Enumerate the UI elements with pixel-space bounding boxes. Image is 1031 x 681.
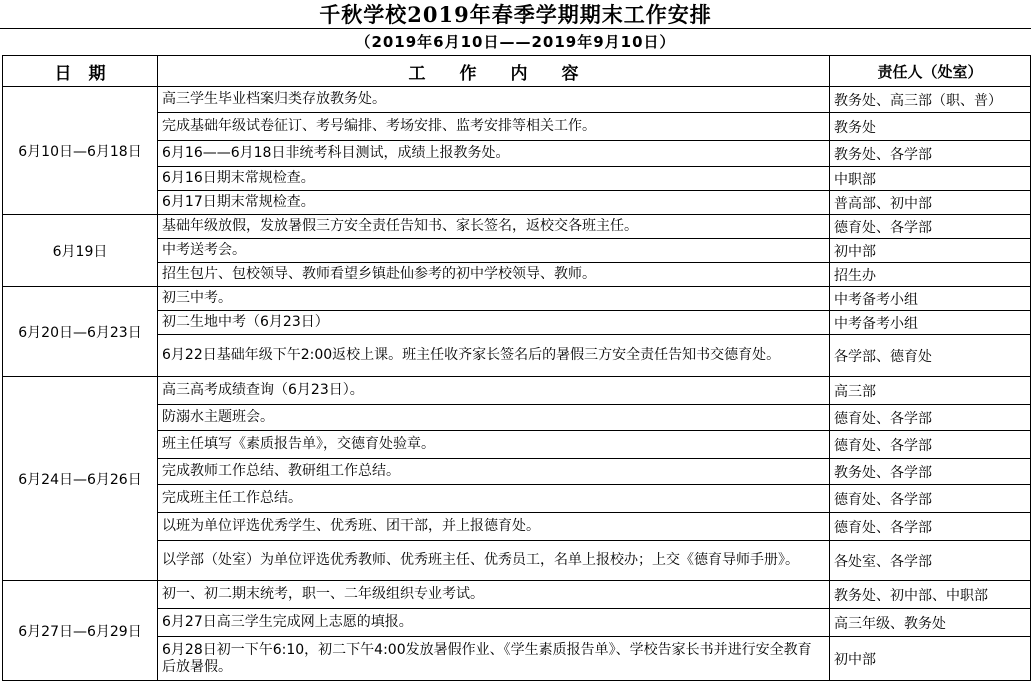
task-cell: 防溺水主题班会。 bbox=[158, 405, 830, 431]
responsible-cell: 德育处、各学部 bbox=[830, 431, 1031, 459]
table-row bbox=[3, 377, 1031, 405]
task-cell: 初一、初二期末统考，职一、二年级组织专业考试。 bbox=[158, 581, 830, 609]
table-row bbox=[3, 541, 1031, 581]
task-cell: 6月22日基础年级下午2:00返校上课。班主任收齐家长签名后的暑假三方安全责任告知书交德育处。 bbox=[158, 335, 830, 377]
date-cell: 6月27日—6月29日 bbox=[3, 581, 158, 681]
table-row bbox=[3, 87, 1031, 113]
task-cell: 高三高考成绩查询（6月23日）。 bbox=[158, 377, 830, 405]
date-cell: 6月19日 bbox=[3, 215, 158, 287]
responsible-cell: 中职部 bbox=[830, 167, 1031, 191]
header-row bbox=[3, 56, 1031, 87]
task-cell: 6月17日期末常规检查。 bbox=[158, 191, 830, 215]
date-cell: 6月10日—6月18日 bbox=[3, 87, 158, 215]
responsible-cell: 德育处、各学部 bbox=[830, 485, 1031, 513]
task-cell: 高三学生毕业档案归类存放教务处。 bbox=[158, 87, 830, 113]
header-date: 日 期 bbox=[3, 56, 158, 87]
task-cell: 完成基础年级试卷征订、考号编排、考场安排、监考安排等相关工作。 bbox=[158, 113, 830, 141]
task-cell: 以班为单位评选优秀学生、优秀班、团干部，并上报德育处。 bbox=[158, 513, 830, 541]
responsible-cell: 中考备考小组 bbox=[830, 287, 1031, 311]
task-cell: 6月16——6月18日非统考科目测试，成绩上报教务处。 bbox=[158, 141, 830, 167]
task-cell: 以学部（处室）为单位评选优秀教师、优秀班主任、优秀员工，名单上报校办；上交《德育导师手册》。 bbox=[158, 541, 830, 581]
task-cell: 6月28日初一下午6:10，初二下午4:00发放暑假作业、《学生素质报告单》、学校告家长书并进行安全教育后放暑假。 bbox=[158, 637, 830, 681]
table-row bbox=[3, 167, 1031, 191]
table-row bbox=[3, 335, 1031, 377]
responsible-cell: 德育处、各学部 bbox=[830, 513, 1031, 541]
responsible-cell: 教务处、各学部 bbox=[830, 141, 1031, 167]
responsible-cell: 招生办 bbox=[830, 263, 1031, 287]
responsible-cell: 各学部、德育处 bbox=[830, 335, 1031, 377]
responsible-cell: 初中部 bbox=[830, 637, 1031, 681]
responsible-cell: 中考备考小组 bbox=[830, 311, 1031, 335]
task-cell: 初三中考。 bbox=[158, 287, 830, 311]
responsible-cell: 教务处、高三部（职、普） bbox=[830, 87, 1031, 113]
table-row bbox=[3, 405, 1031, 431]
task-cell: 招生包片、包校领导、教师看望乡镇赴仙参考的初中学校领导、教师。 bbox=[158, 263, 830, 287]
table-row bbox=[3, 581, 1031, 609]
responsible-cell: 德育处、各学部 bbox=[830, 215, 1031, 239]
table-row bbox=[3, 311, 1031, 335]
task-cell: 初二生地中考（6月23日） bbox=[158, 311, 830, 335]
task-cell: 基础年级放假，发放暑假三方安全责任告知书、家长签名，返校交各班主任。 bbox=[158, 215, 830, 239]
responsible-cell: 普高部、初中部 bbox=[830, 191, 1031, 215]
table-row bbox=[3, 459, 1031, 485]
header-responsible: 责任人（处室） bbox=[830, 56, 1031, 87]
page-title: 千秋学校2019年春季学期期末工作安排 bbox=[0, 0, 1031, 29]
responsible-cell: 教务处、各学部 bbox=[830, 459, 1031, 485]
responsible-cell: 各处室、各学部 bbox=[830, 541, 1031, 581]
table-row bbox=[3, 215, 1031, 239]
table-row bbox=[3, 431, 1031, 459]
task-cell: 中考送考会。 bbox=[158, 239, 830, 263]
task-cell: 6月27日高三学生完成网上志愿的填报。 bbox=[158, 609, 830, 637]
date-cell: 6月20日—6月23日 bbox=[3, 287, 158, 377]
responsible-cell: 初中部 bbox=[830, 239, 1031, 263]
task-cell: 班主任填写《素质报告单》，交德育处验章。 bbox=[158, 431, 830, 459]
responsible-cell: 高三年级、教务处 bbox=[830, 609, 1031, 637]
schedule-table bbox=[2, 55, 1031, 681]
task-cell: 完成班主任工作总结。 bbox=[158, 485, 830, 513]
responsible-cell: 教务处 bbox=[830, 113, 1031, 141]
responsible-cell: 高三部 bbox=[830, 377, 1031, 405]
responsible-cell: 德育处、各学部 bbox=[830, 405, 1031, 431]
table-row bbox=[3, 113, 1031, 141]
table-row bbox=[3, 239, 1031, 263]
page-subtitle: （2019年6月10日——2019年9月10日） bbox=[355, 33, 676, 51]
task-cell: 6月16日期末常规检查。 bbox=[158, 167, 830, 191]
date-cell: 6月24日—6月26日 bbox=[3, 377, 158, 581]
task-cell: 完成教师工作总结、教研组工作总结。 bbox=[158, 459, 830, 485]
responsible-cell: 教务处、初中部、中职部 bbox=[830, 581, 1031, 609]
table-row bbox=[3, 191, 1031, 215]
table-row bbox=[3, 637, 1031, 681]
table-row bbox=[3, 263, 1031, 287]
table-row bbox=[3, 513, 1031, 541]
schedule-body bbox=[3, 87, 1031, 681]
header-content: 工 作 内 容 bbox=[158, 56, 830, 87]
table-row bbox=[3, 287, 1031, 311]
table-row bbox=[3, 485, 1031, 513]
table-row bbox=[3, 141, 1031, 167]
table-row bbox=[3, 609, 1031, 637]
